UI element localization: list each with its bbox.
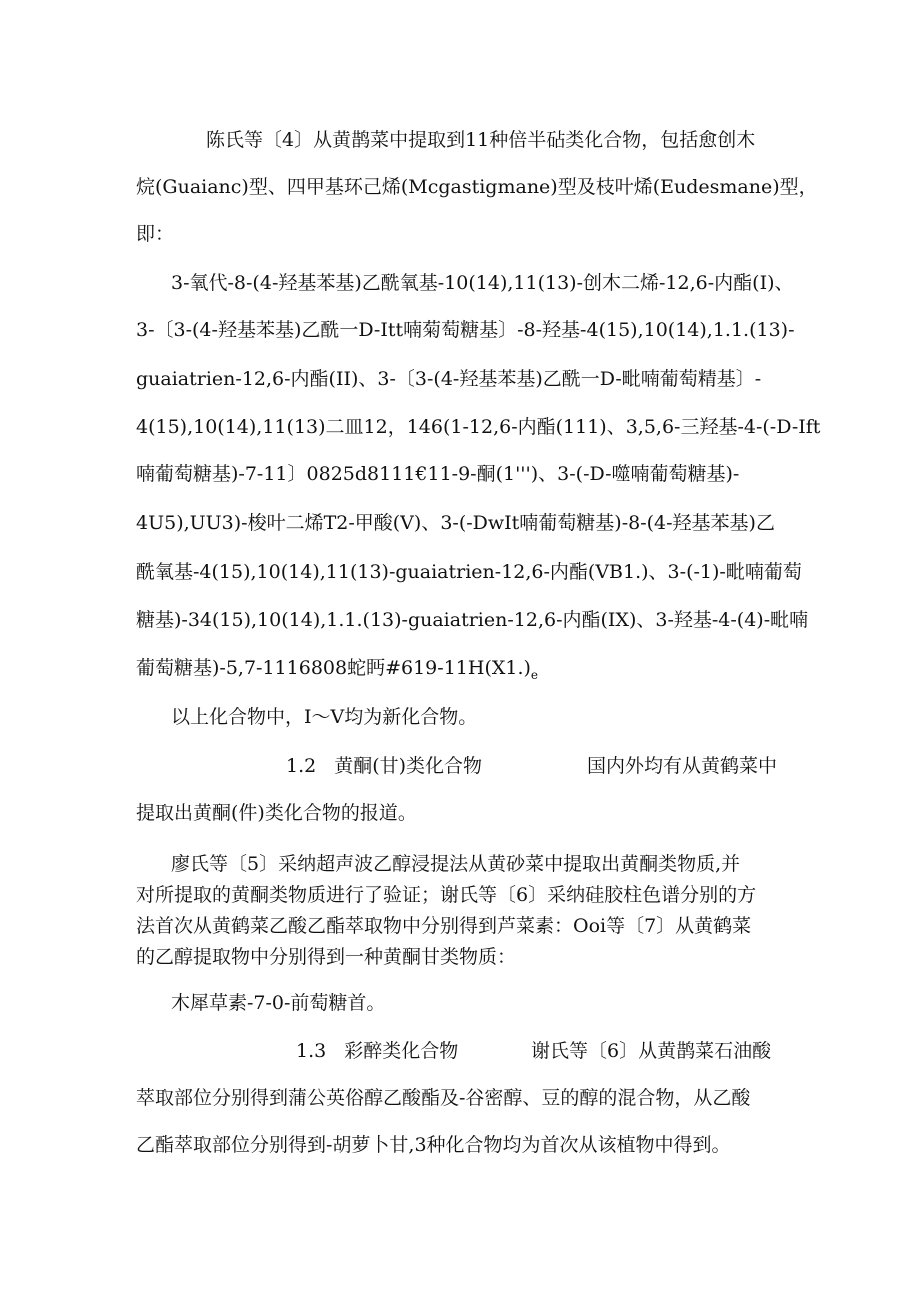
section-1-3-title: 彩醉类化合物 [344,1040,459,1062]
p1-line-1: 陈氏等〔4〕从黄鹊菜中提取到11种倍半砧类化合物，包括愈创木 [206,129,756,151]
section-1-2-cont: 提取出黄酮(件)类化合物的报道。 [136,802,417,824]
p2-line-2: 3-〔3-(4-羟基苯基)乙酰一D-Itt喃菊萄糖基〕-8-羟基-4(15),10(14),1.1.(13)- [136,319,795,341]
p5-line-1: 木犀草素-7-0-前萄糖首。 [171,992,386,1014]
section-1-3-line-1: 萃取部位分别得到蒲公英俗醇乙酸酯及-谷密醇、豆的醇的混合物，从乙酸 [136,1087,751,1109]
p2-line-7: 酰氧基-4(15),10(14),11(13)-guaiatrien-12,6-内酯(VB1.)、3-(-1)-毗喃葡萄 [136,561,802,583]
p2-line-1: 3-氧代-8-(4-羟基苯基)乙酰氧基-10(14),11(13)-创木二烯-12,6-内酯(I)、 [171,272,794,294]
p2-line-6: 4U5),UU3)-梭叶二烯T2-甲酸(V)、3-(-DwIt喃葡萄糖基)-8-(4-羟基苯基)乙 [136,512,775,534]
p1-line-3: 即： [136,223,175,245]
section-1-2-number: 1.2 [286,755,317,777]
section-1-3-lead: 谢氏等〔6〕从黄鹊菜石油酸 [531,1040,772,1062]
section-1-2-lead: 国内外均有从黄鹤菜中 [587,755,778,777]
p1-line-2: 烷(Guaianc)型、四甲基环己烯(Mcgastigmane)型及枝叶烯(Eudesmane)型， [136,176,818,198]
p2-line-5: 喃葡萄糖基)-7-11〕0825d8111€11-9-酮(1''')、3-(-D-噬喃葡萄糖基)- [136,463,740,485]
p4-line-3: 法首次从黄鹤菜乙酸乙酯萃取物中分别得到芦菜素：Ooi等〔7〕从黄鹤菜 [136,915,752,937]
p2-line-9-text: 葡萄糖基)-5,7-1116808蛇眄#619-11H(X1.) [136,657,531,679]
p2-line-8: 糖基)-34(15),10(14),1.1.(13)-guaiatrien-12,6-内酯(IX)、3-羟基-4-(4)-毗喃 [136,609,809,631]
p2-line-3: guaiatrien-12,6-内酯(II)、3-〔3-(4-羟基苯基)乙酰一D-毗喃葡萄精基〕- [136,368,762,390]
p4-line-1: 廖氏等〔5〕采纳超声波乙醇浸提法从黄砂菜中提取出黄酮类物质,并 [171,853,741,875]
p2-line-9-subscript: e [530,668,539,682]
section-1-2-heading-line [286,754,482,778]
section-1-3-number: 1.3 [296,1040,327,1062]
section-1-3-line-2: 乙酯萃取部位分别得到-胡萝卜甘,3种化合物均为首次从该植物中得到。 [136,1134,731,1156]
p4-line-4: 的乙醇提取物中分别得到一种黄酮甘类物质： [136,946,517,968]
p3-line-1: 以上化合物中，I～V均为新化合物。 [171,706,478,728]
p2-line-4: 4(15),10(14),11(13)二皿12，146(1-12,6-内酯(111)、3,5,6-三羟基-4-(-D-Ift [136,416,821,438]
p4-line-2: 对所提取的黄酮类物质进行了验证；谢氏等〔6〕采纳硅胶柱色谱分别的方 [136,884,757,906]
section-1-3-heading-line [296,1039,458,1063]
section-1-2-title: 黄酮(甘)类化合物 [334,755,483,777]
p2-line-9 [136,656,538,687]
